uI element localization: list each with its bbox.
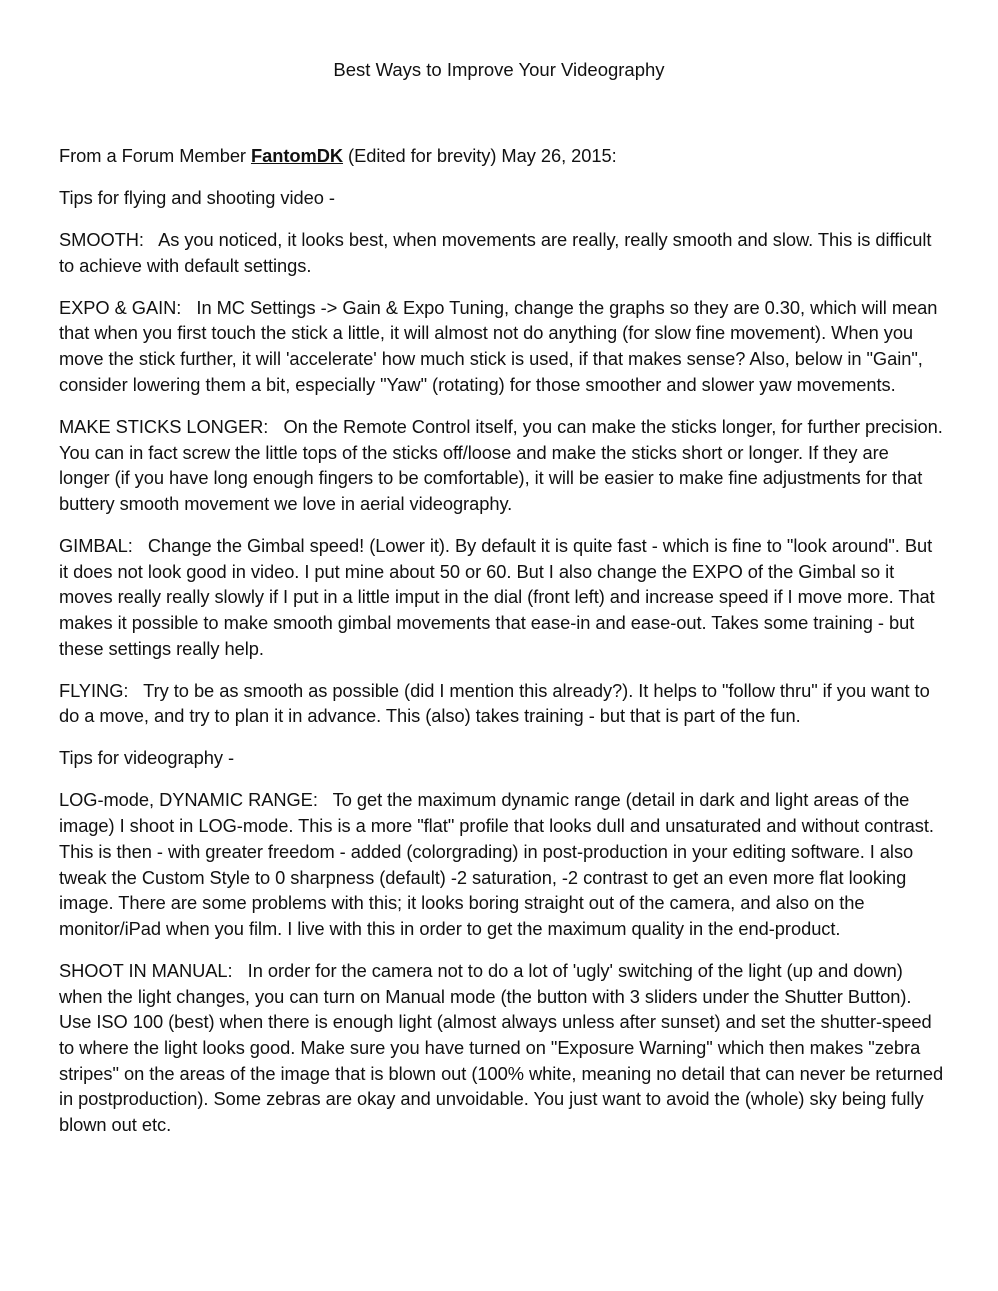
tip-make-sticks-longer <box>59 414 944 517</box>
tip-text: In order for the camera not to do a lot of 'ugly' switching of the light (up and down) when the light changes, you can turn on Manual mode (the button with 3 sliders under the Shutter Button). Use ISO 100 (best) when there is enough light (almost always unless after sunset) and set the shutter-speed to where the light looks good. Make sure you have turned on "Exposure Warning" which then makes "zebra stripes" on the areas of the image that is blown out (100% white, meaning no detail that can never be returned in postproduction). Some zebras are okay and unvoidable. You just want to avoid the (whole) sky being fully blown out etc. <box>59 959 944 1136</box>
tip-gimbal <box>59 533 944 662</box>
tip-shoot-in-manual <box>59 958 944 1138</box>
tip-text: On the Remote Control itself, you can make the sticks longer, for further precision. You can in fact screw the little tops of the sticks off/loose and make the sticks short or longer. If they are longer (if you have long enough fingers to be comfortable), it will be easier to make fine adjustments for that buttery smooth movement we love in aerial videography. <box>59 415 943 514</box>
tip-text: Change the Gimbal speed! (Lower it). By default it is quite fast - which is fine to "look around". But it does not look good in video. I put mine about 50 or 60. But I also change the EXPO of the Gimbal so it moves really really slowly if I put in a little imput in the dial (front left) and increase speed if I move more. That makes it possible to make smooth gimbal movements that ease-in and ease-out. Takes some training - but these settings really help. <box>59 534 935 659</box>
tip-label: FLYING: <box>59 679 129 701</box>
tip-text: To get the maximum dynamic range (detail in dark and light areas of the image) I shoot in LOG-mode. This is a more "flat" profile that looks dull and unsaturated and without contrast. This is then - with greater freedom - added (colorgrading) in post-production in your editing software. I also tweak the Custom Style to 0 sharpness (default) -2 saturation, -2 contrast to get an even more flat looking image. There are some problems with this; it looks boring straight out of the camera, and also on the monitor/iPad when you film. I live with this in order to get the maximum quality in the end-product. <box>59 789 934 939</box>
tip-text: Try to be as smooth as possible (did I mention this already?). It helps to "follow thru" if you want to do a move, and try to plan it in advance. This (also) takes training - but that is part of the fun. <box>59 679 930 727</box>
tip-label: GIMBAL: <box>59 534 133 556</box>
intro-paragraph <box>59 143 944 169</box>
tip-label: EXPO & GAIN: <box>59 296 182 318</box>
tip-label: SHOOT IN MANUAL: <box>59 959 233 981</box>
author-name: FantomDK <box>251 145 344 166</box>
document-body <box>59 143 944 1154</box>
tip-flying <box>59 678 944 729</box>
tip-label: MAKE STICKS LONGER: <box>59 415 269 437</box>
tip-expo-gain <box>59 295 944 398</box>
tip-text: As you noticed, it looks best, when movements are really, really smooth and slow. This is difficult to achieve with default settings. <box>59 229 932 276</box>
tip-label: LOG-mode, DYNAMIC RANGE: <box>59 789 318 811</box>
document-title: Best Ways to Improve Your Videography <box>333 59 665 80</box>
tip-label: SMOOTH: <box>59 229 144 250</box>
section-heading-videography: Tips for videography - <box>59 747 235 769</box>
tip-log-mode <box>59 787 944 941</box>
tip-smooth <box>59 227 944 278</box>
intro-suffix: (Edited for brevity) May 26, 2015: <box>343 145 617 166</box>
section-heading-flying: Tips for flying and shooting video - <box>59 187 335 208</box>
tip-text: In MC Settings -> Gain & Expo Tuning, change the graphs so they are 0.30, which will mean that when you first touch the stick a little, it will almost not do anything (for slow fine movement). When you move the stick further, it will 'accelerate' how much stick is used, if that makes sense? Also, below in "Gain", consider lowering them a bit, especially "Yaw" (rotating) for those smoother and slower yaw movements. <box>59 296 938 395</box>
intro-prefix: From a Forum Member <box>59 145 251 166</box>
